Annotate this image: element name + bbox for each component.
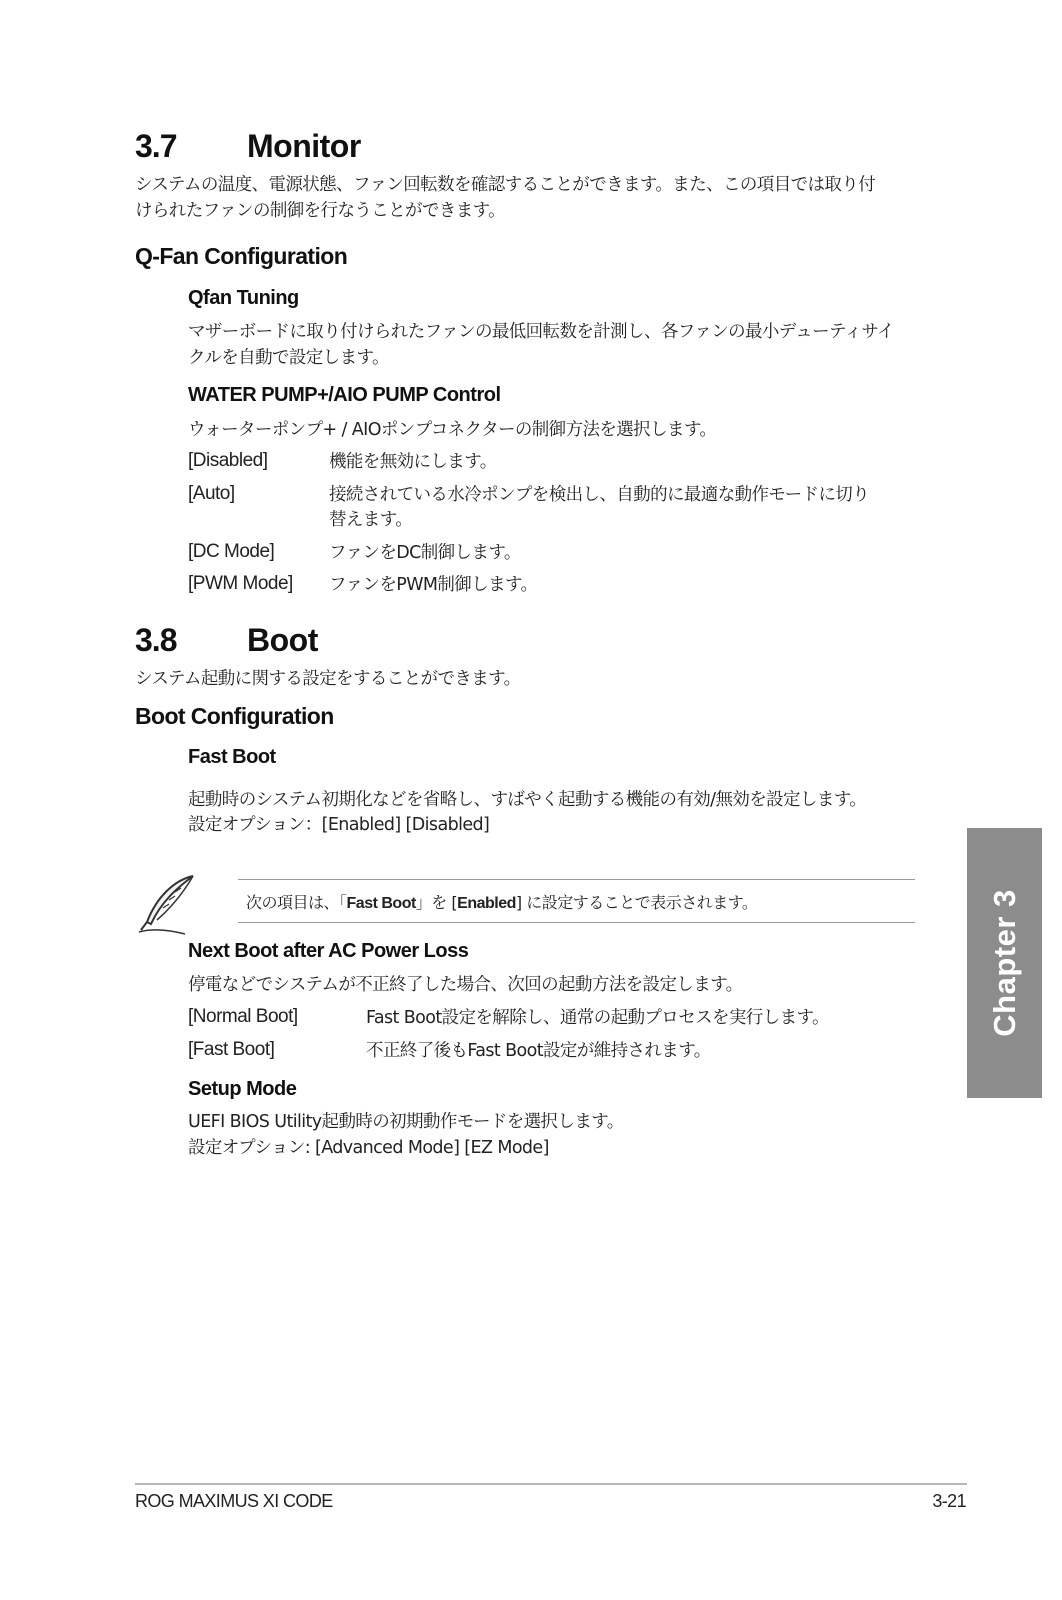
monitor-desc-line1: システムの温度、電源状態、ファン回転数を確認することができます。また、この項目では取り付	[135, 175, 876, 195]
footer-rule	[135, 1483, 967, 1485]
note-top-rule	[238, 879, 915, 880]
option-text-normal-boot: Fast Boot設定を解除し、通常の起動プロセスを実行します。	[366, 1008, 829, 1028]
chapter-tab	[967, 828, 1042, 1098]
section-number-monitor: 3.7	[135, 128, 177, 164]
section-title-monitor: Monitor	[247, 128, 361, 164]
option-text-auto-line2: 替えます。	[329, 510, 413, 530]
option-text-dc-mode: ファンをDC制御します。	[329, 543, 521, 563]
fast-boot-desc-line2: 設定オプション：[Enabled] [Disabled]	[188, 815, 490, 835]
monitor-desc-line2: けられたファンの制御を行なうことができます。	[135, 201, 506, 221]
item-title-qfan-tuning: Qfan Tuning	[188, 287, 299, 309]
subsection-qfan-configuration: Q-Fan Configuration	[135, 243, 348, 269]
chapter-tab-label: Chapter 3	[986, 889, 1022, 1037]
option-text-auto: 接続されている水冷ポンプを検出し、自動的に最適な動作モードに切り	[329, 485, 870, 505]
item-title-water-pump: WATER PUMP+/AIO PUMP Control	[188, 384, 501, 406]
setup-mode-desc-line2: 設定オプション: [Advanced Mode] [EZ Mode]	[188, 1138, 549, 1158]
option-key-pwm-mode: [PWM Mode]	[188, 573, 293, 594]
option-text-disabled: 機能を無効にします。	[329, 452, 497, 472]
option-key-disabled: [Disabled]	[188, 450, 268, 471]
option-key-auto: [Auto]	[188, 483, 235, 504]
qfan-tuning-desc-line1: マザーボードに取り付けられたファンの最低回転数を計測し、各ファンの最小デューティサイ	[188, 322, 894, 342]
option-text-pwm-mode: ファンをPWM制御します。	[329, 575, 538, 595]
item-title-setup-mode: Setup Mode	[188, 1078, 297, 1100]
setup-mode-desc-line1: UEFI BIOS Utility起動時の初期動作モードを選択します。	[188, 1112, 624, 1132]
item-title-next-boot: Next Boot after AC Power Loss	[188, 940, 469, 962]
option-key-fast-boot: [Fast Boot]	[188, 1039, 275, 1060]
feather-pen-icon	[135, 870, 201, 936]
note-text: 次の項目は、「Fast Boot」を [Enabled] に設定することで表示されます。	[246, 893, 758, 912]
footer-product-name: ROG MAXIMUS XI CODE	[135, 1491, 333, 1511]
boot-desc: システム起動に関する設定をすることができます。	[135, 669, 521, 689]
water-pump-desc: ウォーターポンプ+ / AIOポンプコネクターの制御方法を選択します。	[188, 420, 717, 440]
option-text-fast-boot: 不正終了後もFast Boot設定が維持されます。	[366, 1041, 711, 1061]
note-bottom-rule	[238, 922, 915, 923]
section-number-boot: 3.8	[135, 622, 177, 658]
footer-page-number: 3-21	[932, 1491, 966, 1511]
item-title-fast-boot: Fast Boot	[188, 746, 276, 768]
section-title-boot: Boot	[247, 622, 318, 658]
qfan-tuning-desc-line2: クルを自動で設定します。	[188, 348, 389, 368]
option-key-normal-boot: [Normal Boot]	[188, 1006, 298, 1027]
subsection-boot-configuration: Boot Configuration	[135, 703, 334, 729]
option-key-dc-mode: [DC Mode]	[188, 541, 275, 562]
next-boot-desc: 停電などでシステムが不正終了した場合、次回の起動方法を設定します。	[188, 975, 743, 995]
fast-boot-desc-line1: 起動時のシステム初期化などを省略し、すばやく起動する機能の有効/無効を設定します。	[188, 790, 867, 810]
